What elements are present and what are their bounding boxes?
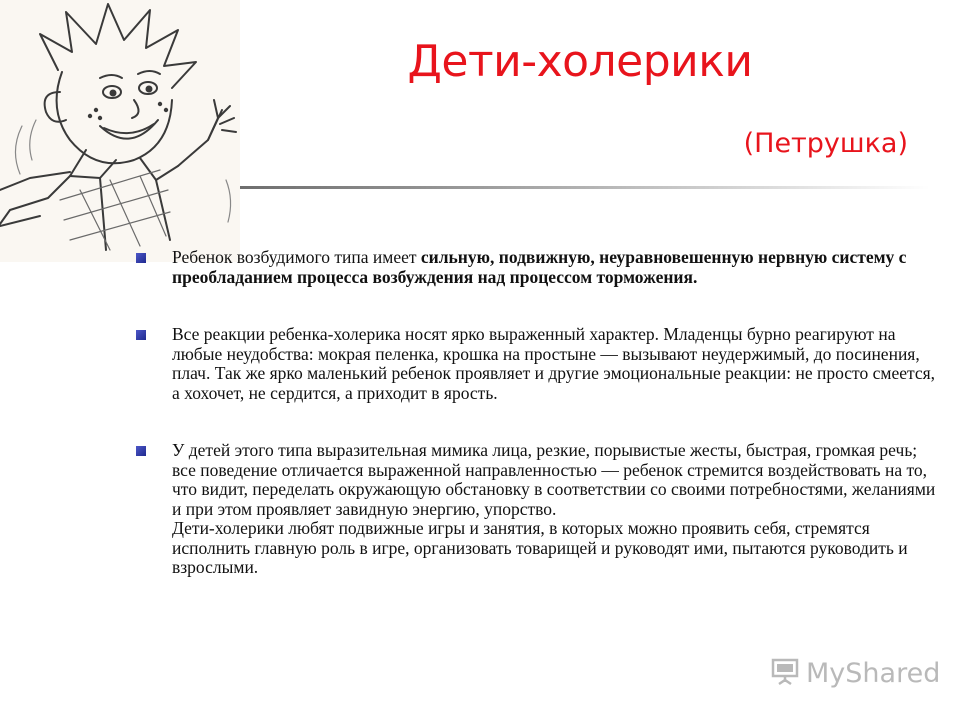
bullet-text: У детей этого типа выразительная мимика лица, резкие, порывистые жесты, быстрая, громкая речь; все поведение отличается выраженной направленностью — ребенок стремится воздействовать на то, что видит, переделать окружающую обстановку в соответствии со своими потребностями, желаниями и при этом проявляет завидную энергию, упорство.	[172, 440, 936, 519]
slide-subtitle: (Петрушка)	[743, 128, 908, 159]
bullet-item-behavior	[136, 441, 936, 578]
bullet-list	[136, 248, 936, 578]
presentation-icon	[770, 656, 800, 691]
petrushka-illustration	[0, 0, 240, 262]
bullet-lead-text: Ребенок возбудимого типа имеет	[172, 247, 421, 267]
square-bullet-icon	[136, 330, 146, 340]
bullet-item-nervous-system	[136, 248, 936, 287]
bullet-text: Все реакции ребенка-холерика носят ярко выраженный характер. Младенцы бурно реагируют на любые неудобства: мокрая пеленка, крошка на простыне — вызывают неудержимый, до посинения, плач. Так же ярко маленький ребенок проявляет и другие эмоциональные реакции: не просто смеется, а хохочет, не сердится, а приходит в ярость.	[172, 324, 936, 403]
slide-title: Дети-холерики	[407, 36, 753, 87]
watermark-text: MyShared	[806, 658, 941, 689]
myshared-watermark	[770, 656, 940, 691]
title-divider	[240, 186, 930, 189]
square-bullet-icon	[136, 253, 146, 263]
bullet-text-continued: Дети-холерики любят подвижные игры и занятия, в которых можно проявить себя, стремятся исполнить главную роль в игре, организовать товарищей и руководят ими, пытаются руководить и взрослыми.	[172, 518, 908, 577]
square-bullet-icon	[136, 446, 146, 456]
bullet-item-reactions	[136, 325, 936, 403]
bullet-bold-text: сильную, подвижную, неуравновешенную нервную систему с преобладанием процесса возбуждения над процессом торможения.	[172, 247, 907, 287]
